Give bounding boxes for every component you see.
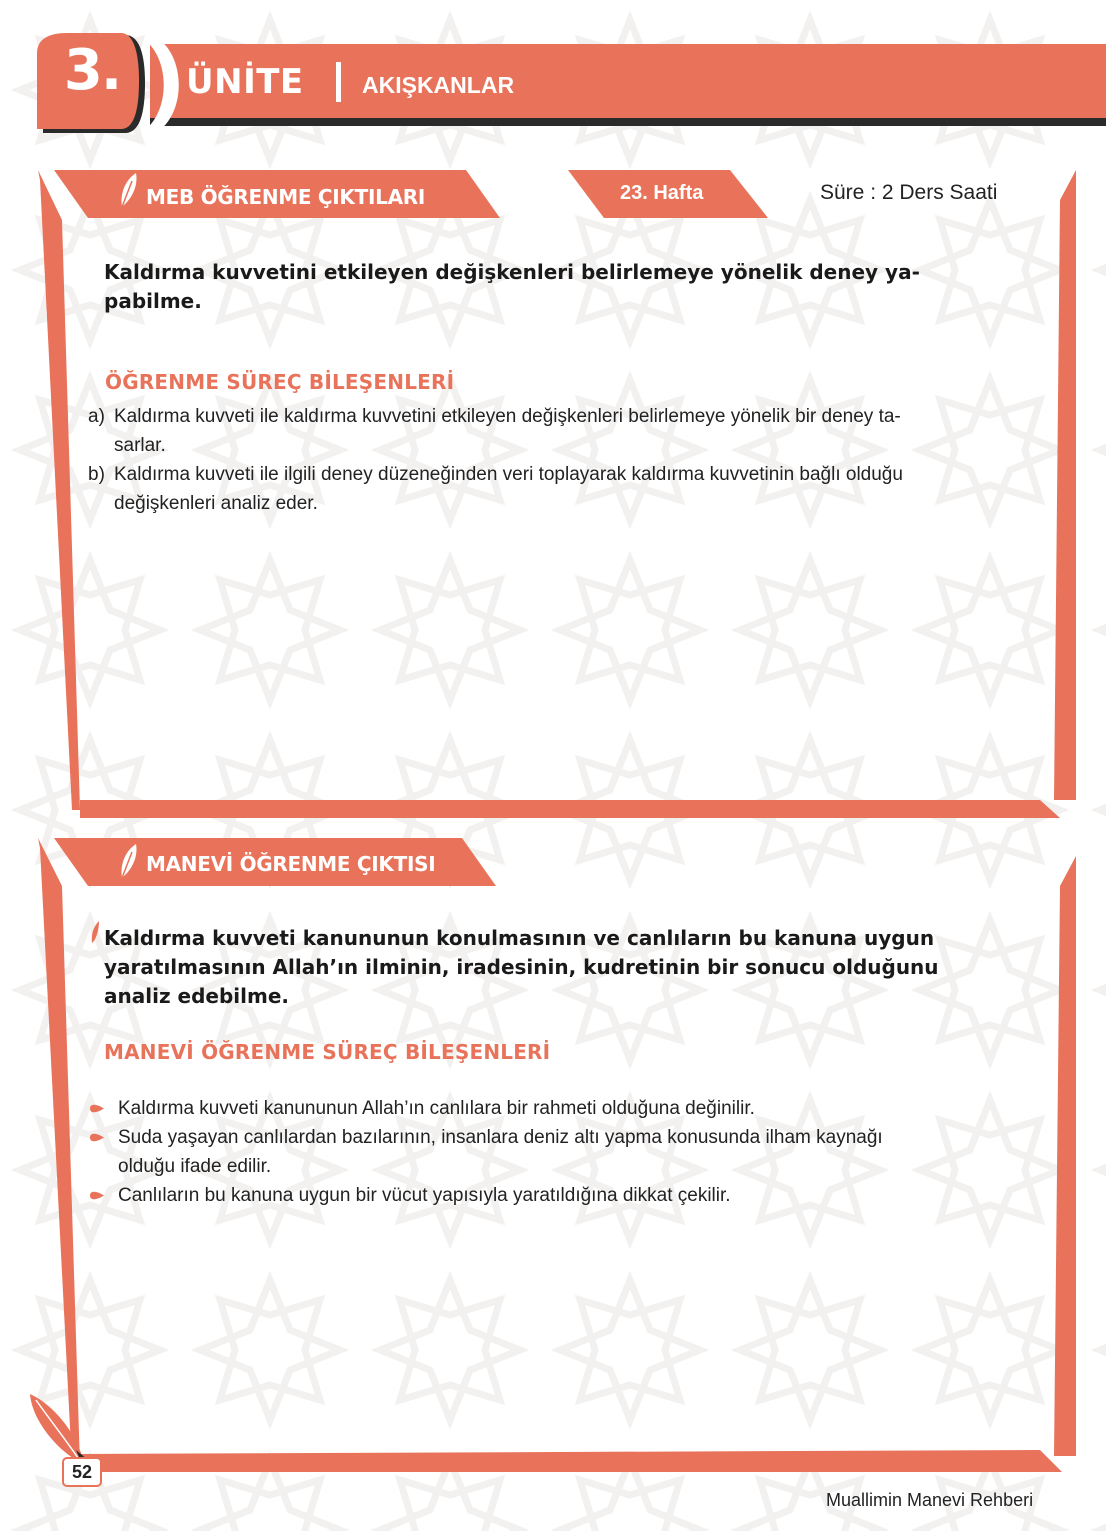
- manevi-outcome-line: yaratılmasının Allah’ın ilminin, iradesinin, kudretinin bir sonucu olduğunu: [104, 955, 939, 979]
- duration-label: Süre : 2 Ders Saati: [820, 181, 998, 204]
- meb-outcome: [104, 258, 920, 316]
- meb-process-heading: ÖĞRENME SÜREÇ BİLEŞENLERİ: [105, 370, 455, 394]
- manevi-process-heading: MANEVİ ÖĞRENME SÜREÇ BİLEŞENLERİ: [104, 1040, 551, 1064]
- week-label: 23. Hafta: [620, 182, 704, 204]
- bullet-icon: [90, 1103, 104, 1114]
- list-item: [88, 402, 1048, 460]
- list-item: [88, 460, 1048, 518]
- feather-icon: [118, 171, 140, 209]
- manevi-outcome-line: Kaldırma kuvveti kanununun konulmasının ve canlıların bu kanuna uygun: [104, 926, 935, 950]
- feather-icon: [90, 921, 100, 943]
- list-item: [118, 1181, 1058, 1210]
- unit-header-banner: [0, 0, 1106, 160]
- list-item: [118, 1094, 1058, 1123]
- list-item-text: Suda yaşayan canlılardan bazılarının, insanlara deniz altı yapma konusunda ilham kaynağı: [118, 1127, 883, 1148]
- bullet-icon: [90, 1190, 104, 1201]
- list-item-text: sarlar.: [114, 435, 166, 456]
- unit-title: AKIŞKANLAR: [362, 72, 515, 98]
- list-item-text: Kaldırma kuvveti ile kaldırma kuvvetini etkileyen değişkenleri belirlemeye yönelik bir deney ta-: [114, 406, 901, 427]
- feather-icon: [118, 842, 140, 880]
- unit-label: ÜNİTE: [186, 62, 304, 102]
- page-number: 52: [62, 1457, 102, 1487]
- manevi-tab-title: MANEVİ ÖĞRENME ÇIKTISI: [146, 852, 436, 876]
- meb-outcome-line: pabilme.: [104, 289, 202, 313]
- manevi-outcome-line: analiz edebilme.: [104, 984, 290, 1008]
- meb-outcome-line: Kaldırma kuvvetini etkileyen değişkenleri belirlemeye yönelik deney ya-: [104, 260, 920, 284]
- list-item-text: Kaldırma kuvveti ile ilgili deney düzeneğinden veri toplayarak kaldırma kuvvetinin bağlı olduğu: [114, 464, 903, 485]
- meb-tab-title: MEB ÖĞRENME ÇIKTILARI: [146, 185, 425, 209]
- list-item-text: Canlıların bu kanuna uygun bir vücut yapısıyla yaratıldığına dikkat çekilir.: [118, 1185, 731, 1206]
- list-marker: a): [88, 406, 105, 427]
- unit-number: 3.: [63, 38, 121, 103]
- list-marker: b): [88, 464, 105, 485]
- list-item-text: olduğu ifade edilir.: [118, 1156, 272, 1177]
- list-item-text: Kaldırma kuvveti kanununun Allah’ın canlılara bir rahmeti olduğuna değinilir.: [118, 1098, 755, 1119]
- list-item: [118, 1123, 1058, 1181]
- list-item-text: değişkenleri analiz eder.: [114, 493, 318, 514]
- bullet-icon: [90, 1132, 104, 1143]
- book-title: Muallimin Manevi Rehberi: [826, 1490, 1034, 1510]
- manevi-outcome: [104, 924, 939, 1011]
